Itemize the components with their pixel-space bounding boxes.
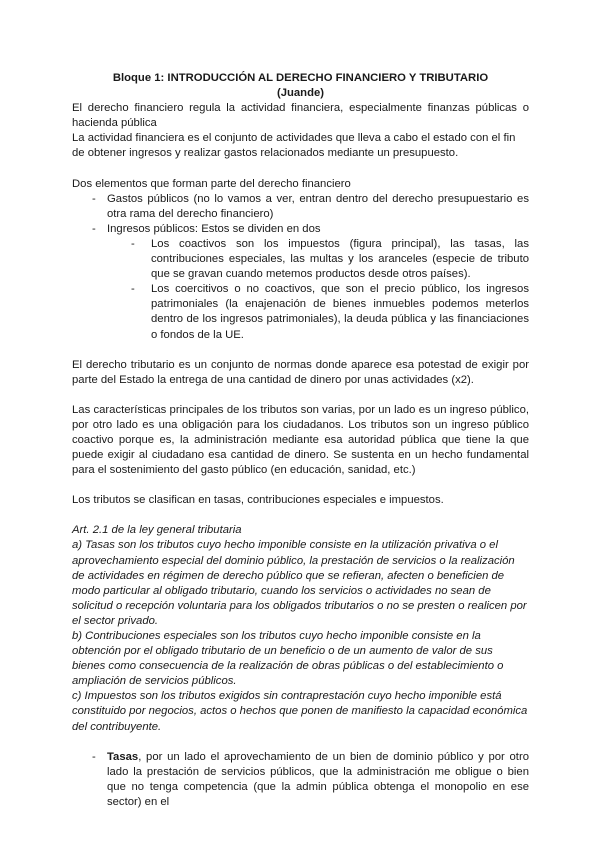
article-quote	[72, 523, 529, 734]
paragraph-dos-elementos: Dos elementos que forman parte del derecho financiero	[72, 177, 351, 190]
tasas-text: , por un lado el aprovechamiento de un bien de dominio público y por otro lado la prestación de servicios públicos, que la administración me obligue o bien que no tenga competencia (que la admin pública obtenga el monopolio en ese sector) en el	[107, 750, 529, 808]
paragraph-clasificacion: Los tributos se clasifican en tasas, contribuciones especiales e impuestos.	[72, 494, 444, 507]
tasas-list	[72, 750, 529, 810]
list-item-tasas	[72, 750, 529, 810]
document-page	[72, 71, 529, 810]
article-item-b: b) Contribuciones especiales son los tributos cuyo hecho imponible consiste en la obtención por el obligado tributario de un beneficio o de un aumento de valor de sus bienes como consecuencia de la realización de obras públicas o del establecimiento o ampliación de servicios públicos.	[72, 630, 504, 688]
list-item-ingresos-text: Ingresos públicos: Estos se dividen en dos	[107, 222, 321, 235]
elements-list	[72, 192, 529, 343]
sublist-item-coactivos: - Los coactivos son los impuestos (figura principal), las tasas, las contribuciones especiales, las multas y los aranceles (especie de tributo que se gravan cuando metemos productos desde otros países).	[107, 237, 529, 282]
ingresos-sublist	[107, 237, 529, 343]
document-title: Bloque 1: INTRODUCCIÓN AL DERECHO FINANCIERO Y TRIBUTARIO	[112, 72, 489, 84]
article-item-a: a) Tasas son los tributos cuyo hecho imponible consiste en la utilización privativa o el aprovechamiento especial del dominio público, la prestación de servicios o la realización de actividades en régimen de derecho público que se refieran, afecten o beneficien de modo particular al obligado tributario, cuando los servicios o actividades no sean de solicitud o recepción voluntaria para los obligados tributarios o no se presten o realicen por el sector privado.	[72, 539, 527, 627]
paragraph-derecho-tributario: El derecho tributario es un conjunto de normas donde aparece esa potestad de exigir por parte del Estado la entrega de una cantidad de dinero por unas actividades (x2).	[72, 358, 529, 386]
list-item-gastos	[72, 192, 529, 222]
article-heading: Art. 2.1 de la ley general tributaria	[72, 524, 242, 537]
list-item-gastos-text: Gastos públicos (no lo vamos a ver, entran dentro del derecho presupuestario es otra rama del derecho financiero)	[107, 192, 529, 220]
article-item-c: c) Impuestos son los tributos exigidos sin contraprestación cuyo hecho imponible está constituido por negocios, actos o hechos que ponen de manifiesto la capacidad económica del contribuyente.	[72, 690, 528, 733]
document-subtitle: (Juande)	[276, 87, 325, 100]
list-item-ingresos	[72, 222, 529, 343]
paragraph-derecho-financiero: El derecho financiero regula la actividad financiera, especialmente finanzas públicas o hacienda pública	[72, 102, 529, 130]
paragraph-caracteristicas: Las características principales de los tributos son varias, por un lado es un ingreso público, por otro lado es una obligación para los ciudadanos. Los tributos son un ingreso público coactivo porque es, la administración mediante esa autoridad pública que tiene la que puede exigir al ciudadano esa cantidad de dinero. Se sustenta en un hecho fundamental para el sostenimiento del gasto público (en educación, sanidad, etc.)	[72, 403, 529, 477]
tasas-term: Tasas	[107, 750, 139, 763]
sublist-item-coercitivos: - Los coercitivos o no coactivos, que son el precio público, los ingresos patrimoniales (la enajenación de bienes inmuebles podemos meterlos dentro de los ingresos patrimoniales), la deuda pública y las financiaciones o fondos de la UE.	[107, 282, 529, 342]
paragraph-actividad-financiera: La actividad financiera es el conjunto de actividades que lleva a cabo el estado con el fin de obtener ingresos y realizar gastos relacionados mediante un presupuesto.	[72, 132, 516, 160]
